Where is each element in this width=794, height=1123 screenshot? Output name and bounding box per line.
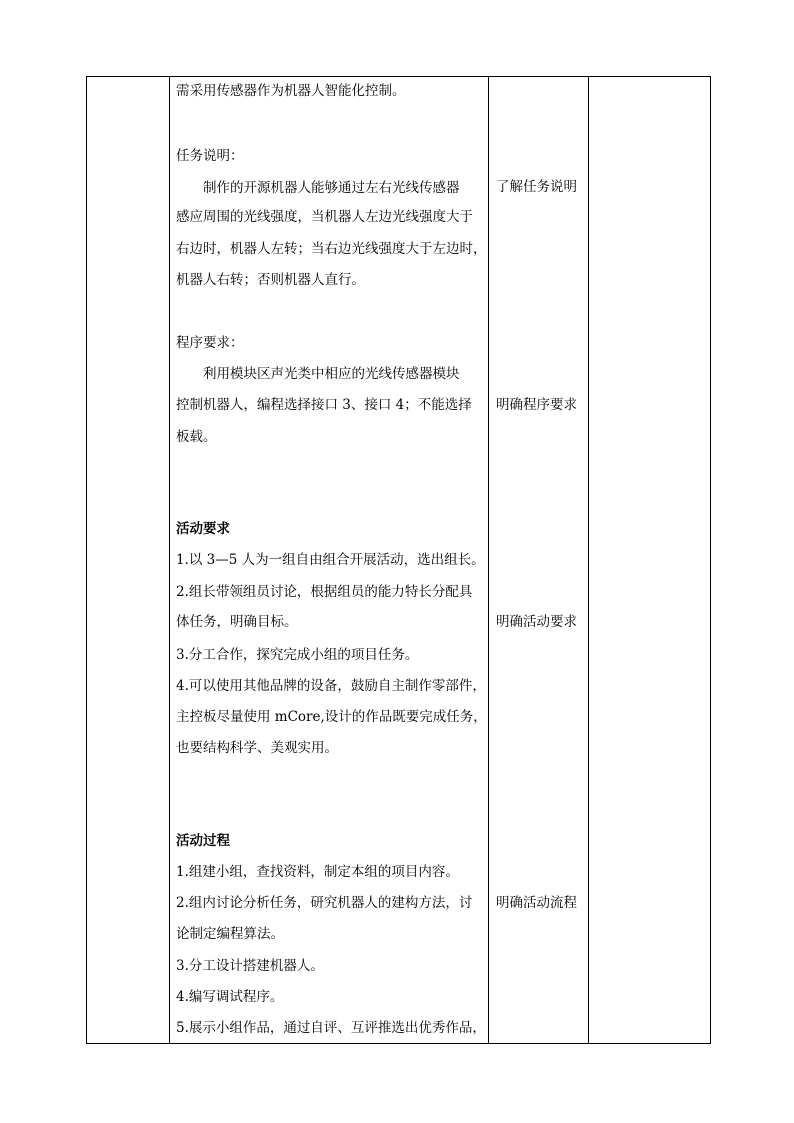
program-note: 明确程序要求 bbox=[496, 397, 577, 413]
task-line: 感应周围的光线强度，当机器人左边光线强度大于 bbox=[176, 209, 473, 225]
student-activity-content bbox=[489, 77, 588, 1043]
task-line: 制作的开源机器人能够通过左右光线传感器 bbox=[203, 180, 460, 196]
teacher-activity-content bbox=[170, 77, 488, 1043]
task-line: 右边时，机器人左转；当右边光线强度大于左边时， bbox=[176, 241, 487, 257]
program-heading: 程序要求： bbox=[176, 335, 244, 351]
stage-column-cell bbox=[87, 77, 170, 1044]
activity-process-line: 1.组建小组，查找资料，制定本组的项目内容。 bbox=[176, 864, 459, 880]
process-note: 明确活动流程 bbox=[496, 895, 577, 911]
activity-requirements-line: 也要结构科学、美观实用。 bbox=[176, 740, 338, 756]
activity-process-line: 2.组内讨论分析任务，研究机器人的建构方法，讨 bbox=[176, 895, 473, 911]
activity-process-line: 3.分工设计搭建机器人。 bbox=[176, 958, 324, 974]
activity-requirements-line: 主控板尽量使用 mCore,设计的作品既要完成任务， bbox=[176, 709, 487, 725]
activity-requirements-line: 2.组长带领组员讨论，根据组员的能力特长分配具 bbox=[176, 584, 473, 600]
activity-process-heading: 活动过程 bbox=[176, 833, 230, 849]
program-line: 板载。 bbox=[176, 429, 217, 445]
table-row bbox=[87, 77, 711, 1044]
program-line: 利用模块区声光类中相应的光线传感器模块 bbox=[203, 366, 460, 382]
teacher-activity-cell bbox=[170, 77, 489, 1044]
intro-tail-text: 需采用传感器作为机器人智能化控制。 bbox=[176, 83, 406, 99]
activity-process-line: 论制定编程算法。 bbox=[176, 926, 284, 942]
activity-requirements-heading: 活动要求 bbox=[176, 521, 230, 537]
activity-process-line: 4.编写调试程序。 bbox=[176, 989, 284, 1005]
design-intent-cell bbox=[589, 77, 711, 1044]
task-heading: 任务说明： bbox=[176, 148, 244, 164]
activity-requirements-line: 体任务，明确目标。 bbox=[176, 614, 298, 630]
student-activity-cell bbox=[489, 77, 589, 1044]
activity-requirements-line: 4.可以使用其他品牌的设备，鼓励自主制作零部件， bbox=[176, 678, 486, 694]
requirements-note: 明确活动要求 bbox=[496, 614, 577, 630]
activity-process-line: 5.展示小组作品，通过自评、互评推选出优秀作品， bbox=[176, 1020, 486, 1036]
task-line: 机器人右转；否则机器人直行。 bbox=[176, 272, 365, 288]
task-note: 了解任务说明 bbox=[496, 179, 577, 195]
activity-requirements-line: 3.分工合作，探究完成小组的项目任务。 bbox=[176, 647, 419, 663]
activity-requirements-line: 1.以 3—5 人为一组自由组合开展活动，选出组长。 bbox=[176, 552, 485, 568]
program-line: 控制机器人，编程选择接口 3、接口 4；不能选择 bbox=[176, 397, 472, 413]
lesson-plan-table bbox=[86, 76, 711, 1044]
